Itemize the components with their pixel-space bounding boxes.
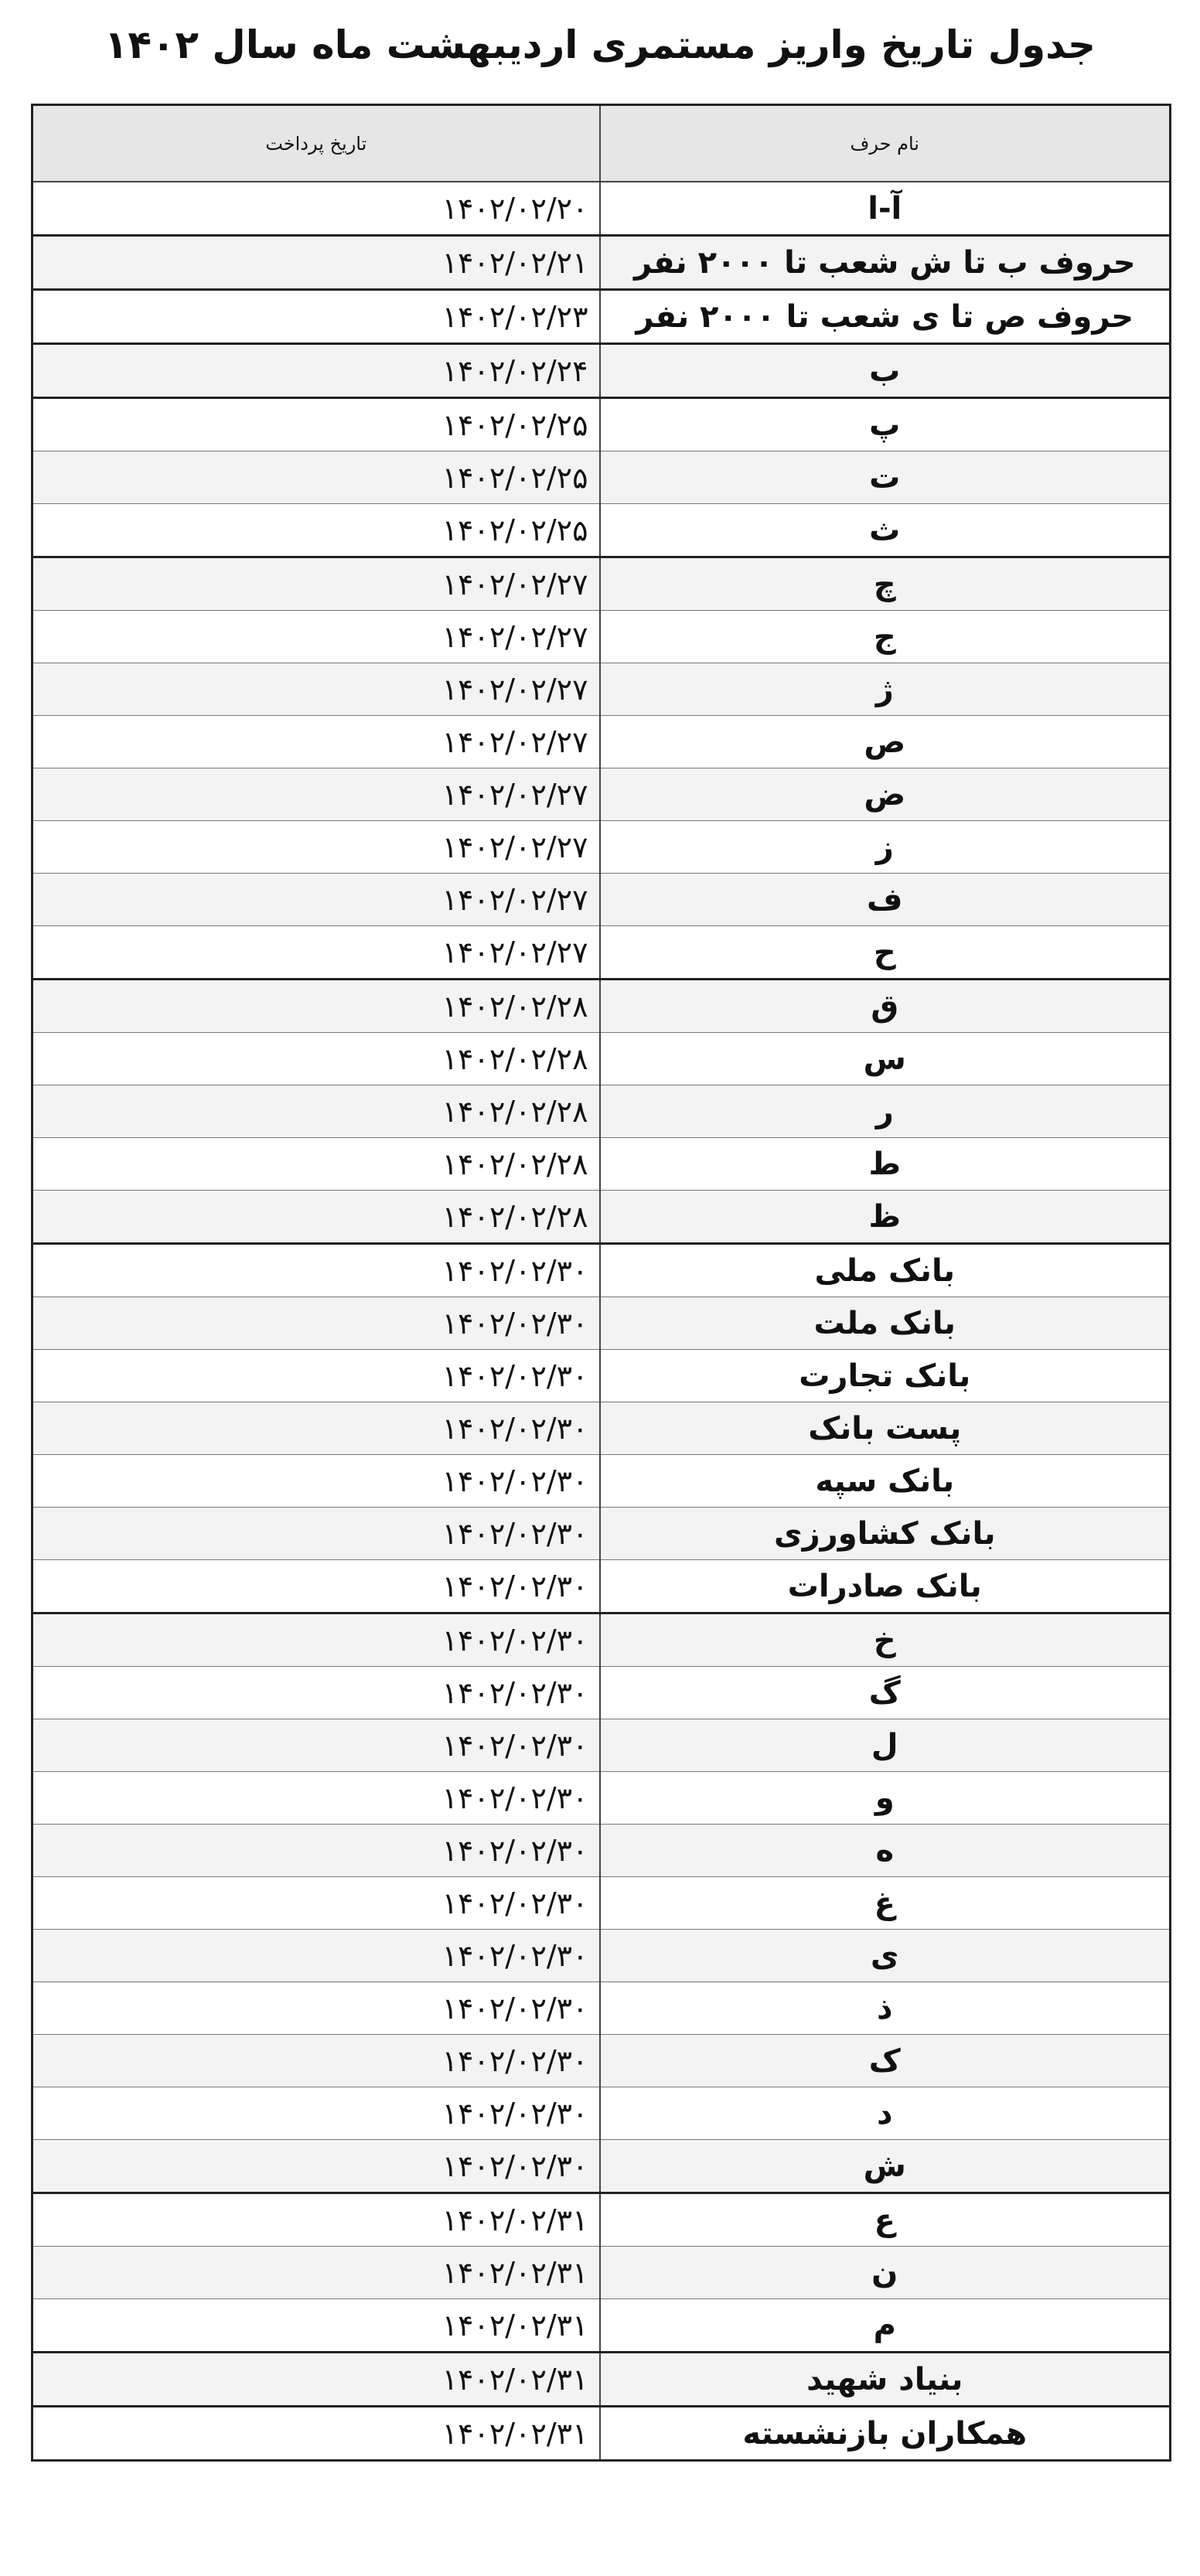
letter-name-cell: ض xyxy=(600,768,1171,821)
payment-date-cell: ۱۴۰۲/۰۲/۳۰ xyxy=(32,1930,600,1982)
table-row xyxy=(32,1982,1171,2035)
letter-name-cell: بنیاد شهید xyxy=(600,2353,1171,2407)
payment-date-cell: ۱۴۰۲/۰۲/۳۱ xyxy=(32,2193,600,2247)
table-row xyxy=(32,1244,1171,1297)
payment-date-cell: ۱۴۰۲/۰۲/۳۰ xyxy=(32,1402,600,1455)
letter-name-cell: ج xyxy=(600,611,1171,663)
table-row xyxy=(32,2140,1171,2193)
payment-date-cell: ۱۴۰۲/۰۲/۳۱ xyxy=(32,2353,600,2407)
letter-name-cell: ت xyxy=(600,451,1171,504)
page-title: جدول تاریخ واریز مستمری اردیبهشت ماه سال ۱۴۰۲ xyxy=(104,22,1096,67)
table-row xyxy=(32,557,1171,611)
table-row xyxy=(32,1138,1171,1191)
table-row xyxy=(32,1508,1171,1560)
payment-date-cell: ۱۴۰۲/۰۲/۲۷ xyxy=(32,557,600,611)
table-row xyxy=(32,980,1171,1033)
table-row xyxy=(32,2087,1171,2140)
payment-date-cell: ۱۴۰۲/۰۲/۲۸ xyxy=(32,1085,600,1138)
table-header-row xyxy=(32,105,1171,182)
table-row xyxy=(32,2407,1171,2461)
letter-name-cell: ص xyxy=(600,716,1171,768)
payment-date-cell: ۱۴۰۲/۰۲/۲۵ xyxy=(32,451,600,504)
table-row xyxy=(32,1297,1171,1350)
payment-date-cell: ۱۴۰۲/۰۲/۳۰ xyxy=(32,1877,600,1930)
table-row xyxy=(32,1825,1171,1877)
payment-date-cell: ۱۴۰۲/۰۲/۲۸ xyxy=(32,1138,600,1191)
table-row xyxy=(32,1930,1171,1982)
table-row xyxy=(32,768,1171,821)
letter-name-cell: پست بانک xyxy=(600,1402,1171,1455)
letter-name-cell: همکاران بازنشسته xyxy=(600,2407,1171,2461)
letter-name-cell: حروف ب تا ش شعب تا ۲۰۰۰ نفر xyxy=(600,236,1171,290)
table-row xyxy=(32,1455,1171,1508)
letter-name-cell: ک xyxy=(600,2035,1171,2087)
payment-date-cell: ۱۴۰۲/۰۲/۲۷ xyxy=(32,821,600,874)
payment-date-cell: ۱۴۰۲/۰۲/۲۸ xyxy=(32,1033,600,1085)
payment-date-cell: ۱۴۰۲/۰۲/۳۱ xyxy=(32,2407,600,2461)
letter-name-cell: س xyxy=(600,1033,1171,1085)
payment-date-cell: ۱۴۰۲/۰۲/۲۷ xyxy=(32,716,600,768)
table-row xyxy=(32,1560,1171,1613)
table-row xyxy=(32,1719,1171,1772)
table-row xyxy=(32,236,1171,290)
header-payment-date: تاریخ پرداخت xyxy=(32,105,600,182)
letter-name-cell: ذ xyxy=(600,1982,1171,2035)
payment-date-cell: ۱۴۰۲/۰۲/۳۰ xyxy=(32,1613,600,1667)
payment-date-cell: ۱۴۰۲/۰۲/۳۰ xyxy=(32,1667,600,1719)
letter-name-cell: ر xyxy=(600,1085,1171,1138)
letter-name-cell: بانک تجارت xyxy=(600,1350,1171,1402)
payment-date-cell: ۱۴۰۲/۰۲/۳۰ xyxy=(32,2140,600,2193)
letter-name-cell: ث xyxy=(600,504,1171,557)
letter-name-cell: ه xyxy=(600,1825,1171,1877)
payment-date-cell: ۱۴۰۲/۰۲/۲۷ xyxy=(32,874,600,926)
table-row xyxy=(32,716,1171,768)
table-row xyxy=(32,2247,1171,2299)
table-row xyxy=(32,874,1171,926)
table-row xyxy=(32,290,1171,344)
letter-name-cell: حروف ص تا ی شعب تا ۲۰۰۰ نفر xyxy=(600,290,1171,344)
table-row xyxy=(32,2353,1171,2407)
payment-date-cell: ۱۴۰۲/۰۲/۳۰ xyxy=(32,1560,600,1613)
payment-date-cell: ۱۴۰۲/۰۲/۳۰ xyxy=(32,1455,600,1508)
table-row xyxy=(32,1350,1171,1402)
letter-name-cell: ف xyxy=(600,874,1171,926)
letter-name-cell: آ-ا xyxy=(600,182,1171,236)
table-row xyxy=(32,398,1171,451)
payment-date-cell: ۱۴۰۲/۰۲/۲۵ xyxy=(32,504,600,557)
table-row xyxy=(32,344,1171,398)
payment-date-cell: ۱۴۰۲/۰۲/۳۰ xyxy=(32,1508,600,1560)
letter-name-cell: پ xyxy=(600,398,1171,451)
letter-name-cell: ل xyxy=(600,1719,1171,1772)
letter-name-cell: ژ xyxy=(600,663,1171,716)
letter-name-cell: چ xyxy=(600,557,1171,611)
payment-date-cell: ۱۴۰۲/۰۲/۲۳ xyxy=(32,290,600,344)
table-row xyxy=(32,611,1171,663)
table-row xyxy=(32,663,1171,716)
table-body xyxy=(32,182,1171,2461)
letter-name-cell: بانک کشاورزی xyxy=(600,1508,1171,1560)
table-row xyxy=(32,1877,1171,1930)
table-row xyxy=(32,926,1171,980)
payment-date-cell: ۱۴۰۲/۰۲/۲۰ xyxy=(32,182,600,236)
letter-name-cell: د xyxy=(600,2087,1171,2140)
payment-date-cell: ۱۴۰۲/۰۲/۲۴ xyxy=(32,344,600,398)
letter-name-cell: ش xyxy=(600,2140,1171,2193)
letter-name-cell: غ xyxy=(600,1877,1171,1930)
table-row xyxy=(32,1613,1171,1667)
table-row xyxy=(32,2299,1171,2353)
payment-date-cell: ۱۴۰۲/۰۲/۳۰ xyxy=(32,1350,600,1402)
payment-date-cell: ۱۴۰۲/۰۲/۲۷ xyxy=(32,611,600,663)
payment-date-cell: ۱۴۰۲/۰۲/۲۸ xyxy=(32,980,600,1033)
letter-name-cell: ن xyxy=(600,2247,1171,2299)
payment-date-cell: ۱۴۰۲/۰۲/۲۷ xyxy=(32,663,600,716)
payment-date-cell: ۱۴۰۲/۰۲/۳۰ xyxy=(32,1825,600,1877)
letter-name-cell: م xyxy=(600,2299,1171,2353)
letter-name-cell: ق xyxy=(600,980,1171,1033)
table-row xyxy=(32,1772,1171,1825)
letter-name-cell: بانک سپه xyxy=(600,1455,1171,1508)
letter-name-cell: بانک ملت xyxy=(600,1297,1171,1350)
table-row xyxy=(32,1085,1171,1138)
letter-name-cell: خ xyxy=(600,1613,1171,1667)
table-row xyxy=(32,1191,1171,1244)
header-letter-name: نام حرف xyxy=(600,105,1171,182)
payment-date-cell: ۱۴۰۲/۰۲/۳۰ xyxy=(32,1772,600,1825)
letter-name-cell: ز xyxy=(600,821,1171,874)
payment-date-cell: ۱۴۰۲/۰۲/۲۵ xyxy=(32,398,600,451)
payment-date-cell: ۱۴۰۲/۰۲/۲۱ xyxy=(32,236,600,290)
letter-name-cell: بانک صادرات xyxy=(600,1560,1171,1613)
letter-name-cell: ب xyxy=(600,344,1171,398)
letter-name-cell: ظ xyxy=(600,1191,1171,1244)
table-row xyxy=(32,1667,1171,1719)
letter-name-cell: و xyxy=(600,1772,1171,1825)
letter-name-cell: بانک ملی xyxy=(600,1244,1171,1297)
letter-name-cell: ی xyxy=(600,1930,1171,1982)
table-row xyxy=(32,451,1171,504)
payment-date-cell: ۱۴۰۲/۰۲/۳۰ xyxy=(32,1982,600,2035)
payment-date-cell: ۱۴۰۲/۰۲/۳۰ xyxy=(32,2035,600,2087)
payment-schedule-table xyxy=(31,104,1171,2462)
payment-date-cell: ۱۴۰۲/۰۲/۳۱ xyxy=(32,2299,600,2353)
table-row xyxy=(32,2035,1171,2087)
payment-date-cell: ۱۴۰۲/۰۲/۳۱ xyxy=(32,2247,600,2299)
payment-date-cell: ۱۴۰۲/۰۲/۳۰ xyxy=(32,1297,600,1350)
payment-date-cell: ۱۴۰۲/۰۲/۳۰ xyxy=(32,2087,600,2140)
payment-date-cell: ۱۴۰۲/۰۲/۲۸ xyxy=(32,1191,600,1244)
payment-date-cell: ۱۴۰۲/۰۲/۳۰ xyxy=(32,1244,600,1297)
payment-date-cell: ۱۴۰۲/۰۲/۳۰ xyxy=(32,1719,600,1772)
table-row xyxy=(32,1402,1171,1455)
table-row xyxy=(32,2193,1171,2247)
payment-date-cell: ۱۴۰۲/۰۲/۲۷ xyxy=(32,926,600,980)
table-row xyxy=(32,1033,1171,1085)
table-row xyxy=(32,504,1171,557)
letter-name-cell: گ xyxy=(600,1667,1171,1719)
payment-date-cell: ۱۴۰۲/۰۲/۲۷ xyxy=(32,768,600,821)
letter-name-cell: ط xyxy=(600,1138,1171,1191)
table-row xyxy=(32,821,1171,874)
letter-name-cell: ح xyxy=(600,926,1171,980)
table-row xyxy=(32,182,1171,236)
letter-name-cell: ع xyxy=(600,2193,1171,2247)
